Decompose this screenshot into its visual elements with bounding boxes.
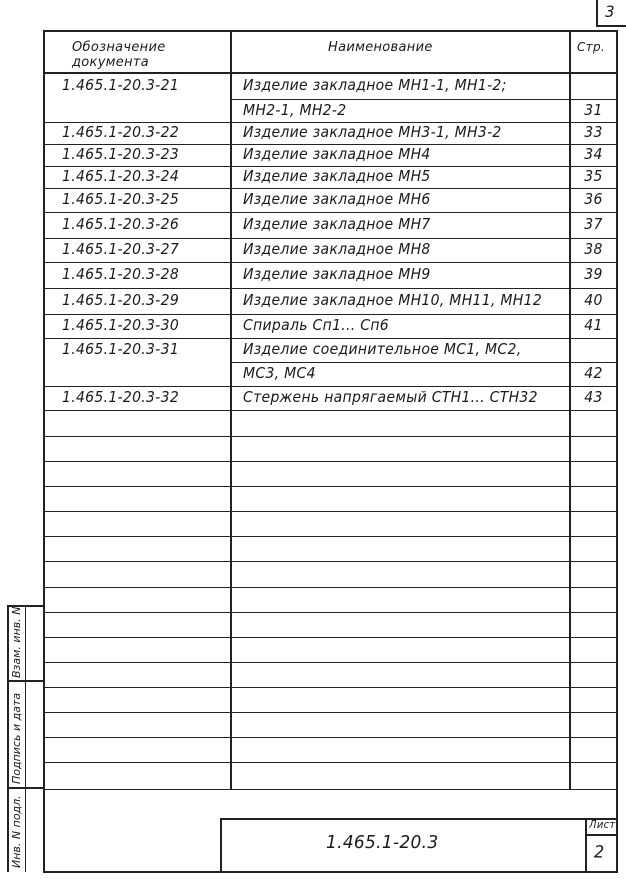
- stamp-left: [220, 818, 222, 872]
- row-designation: 1.465.1-20.3-28: [62, 266, 180, 284]
- row-name: Изделие закладное МН10, МН11, МН12: [243, 292, 543, 310]
- row-page: [571, 72, 616, 99]
- row-name: МН2-1, МН2-2: [243, 102, 347, 119]
- empty-row-divider: [43, 662, 617, 663]
- empty-row-divider: [43, 712, 617, 713]
- stamp-sheet-left: [585, 818, 587, 872]
- row-page: 43: [584, 389, 603, 407]
- empty-row-divider: [43, 737, 617, 738]
- row-page: 42: [584, 365, 603, 383]
- empty-row-divider: [43, 461, 617, 462]
- stamp-sheet-number: 2: [594, 841, 605, 862]
- side-label-vzam: Взам. инв. N: [10, 606, 23, 678]
- side-strip-left: [7, 605, 9, 872]
- row-designation: 1.465.1-20.3-24: [62, 168, 180, 186]
- header-name: Наименование: [328, 39, 433, 56]
- empty-row-divider: [43, 789, 617, 790]
- row-designation: 1.465.1-20.3-30: [62, 317, 180, 335]
- empty-row-divider: [43, 687, 617, 688]
- stamp-sheet-div: [585, 834, 617, 836]
- row-page: 34: [584, 146, 603, 164]
- row-page: 31: [584, 102, 603, 119]
- header-page: Стр.: [577, 39, 606, 55]
- stamp-code: 1.465.1-20.3: [326, 832, 439, 854]
- row-designation: 1.465.1-20.3-27: [62, 241, 180, 259]
- empty-row-divider: [43, 637, 617, 638]
- empty-row-divider: [43, 561, 617, 562]
- row-page: [571, 337, 616, 362]
- top-box-bottom-border: [596, 25, 626, 27]
- stamp-sheet-label: Лист: [589, 819, 616, 832]
- row-designation: 1.465.1-20.3-31: [62, 341, 180, 359]
- row-name: МС3, МС4: [243, 365, 316, 383]
- row-designation: 1.465.1-20.3-23: [62, 146, 180, 164]
- empty-row-divider: [43, 436, 617, 437]
- row-page: 35: [584, 168, 603, 186]
- row-page: 36: [584, 191, 603, 209]
- row-designation: 1.465.1-20.3-22: [62, 124, 180, 142]
- row-page: 38: [584, 241, 603, 259]
- empty-row-divider: [43, 486, 617, 487]
- row-name: Изделие закладное МН1-1, МН1-2;: [243, 77, 507, 95]
- row-name: Изделие закладное МН6: [243, 191, 431, 209]
- row-name: Изделие закладное МН9: [243, 266, 431, 284]
- side-strip-mid: [25, 605, 26, 872]
- row-designation: 1.465.1-20.3-21: [62, 77, 180, 95]
- row-divider: [43, 410, 617, 411]
- frame-top: [43, 30, 617, 32]
- row-designation: 1.465.1-20.3-26: [62, 216, 180, 234]
- empty-row-divider: [43, 587, 617, 588]
- frame-bottom: [43, 871, 617, 873]
- row-designation: 1.465.1-20.3-32: [62, 389, 180, 407]
- row-name: Изделие закладное МН4: [243, 146, 431, 164]
- empty-row-divider: [43, 536, 617, 537]
- frame-right: [616, 30, 618, 873]
- row-name: Стержень напрягаемый СТН1... СТН32: [243, 389, 538, 407]
- header-designation-2: документа: [72, 54, 150, 71]
- top-box-left-border: [596, 0, 598, 26]
- stamp-top: [220, 818, 617, 820]
- row-page: 37: [584, 216, 603, 234]
- side-label-podpis: Подпись и дата: [10, 692, 23, 784]
- row-name: Изделие закладное МН3-1, МН3-2: [243, 124, 502, 142]
- row-name: Спираль Сп1... Сп6: [243, 317, 390, 335]
- row-page: 33: [584, 124, 603, 142]
- row-page: 39: [584, 266, 603, 284]
- frame-left: [43, 30, 45, 873]
- empty-row-divider: [43, 511, 617, 512]
- row-designation: 1.465.1-20.3-29: [62, 292, 180, 310]
- empty-row-divider: [43, 612, 617, 613]
- row-name: Изделие закладное МН7: [243, 216, 431, 234]
- row-name: Изделие соединительное МС1, МС2,: [243, 341, 522, 359]
- row-page: 41: [584, 317, 603, 335]
- row-designation: 1.465.1-20.3-25: [62, 191, 180, 209]
- side-label-inv-podl: Инв. N подл.: [10, 795, 23, 868]
- empty-row-divider: [43, 762, 617, 763]
- header-designation-1: Обозначение: [72, 39, 166, 56]
- page-number-top: 3: [605, 2, 615, 22]
- row-name: Изделие закладное МН5: [243, 168, 431, 186]
- row-page: 40: [584, 292, 603, 310]
- row-name: Изделие закладное МН8: [243, 241, 431, 259]
